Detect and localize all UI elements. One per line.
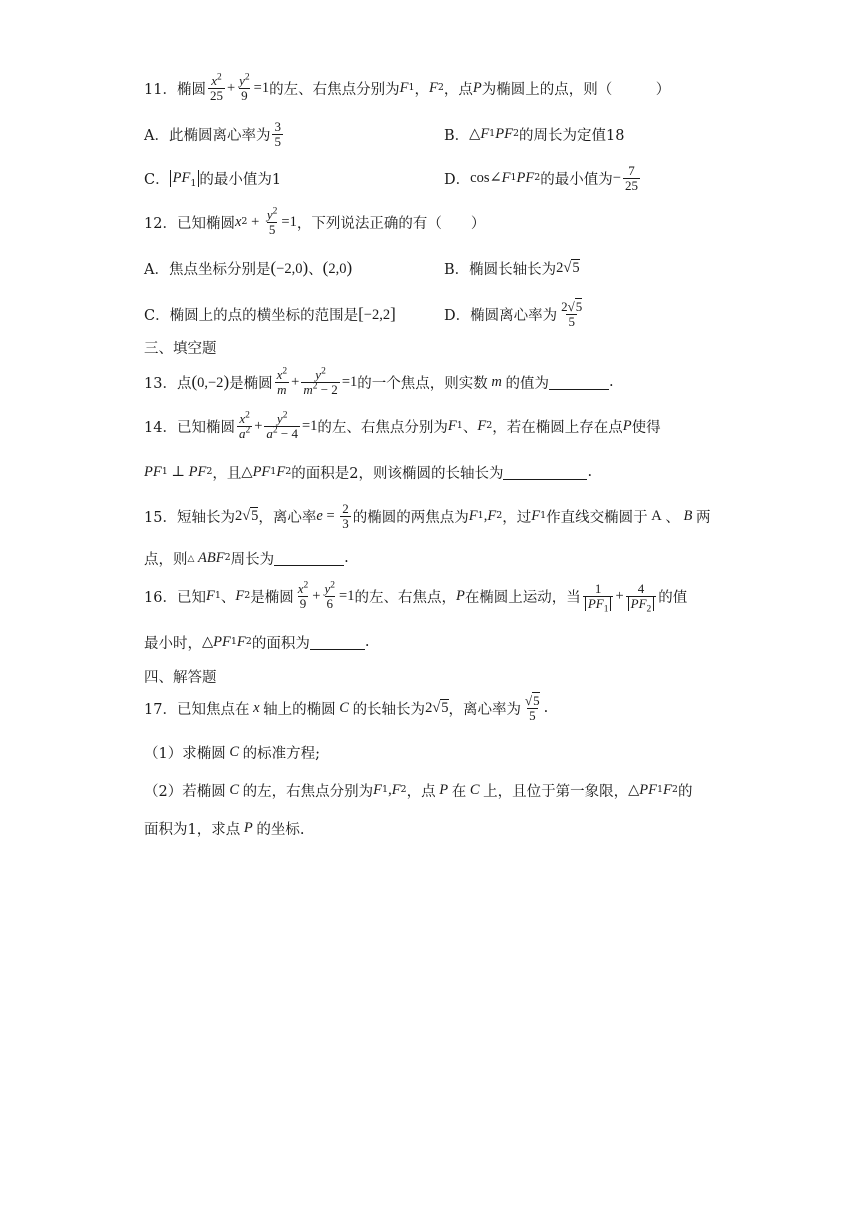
q11-stem: 11． 椭圆 $\frac{x^2}{25}$ + $\frac{y^2}{9}$ =1 的左、右焦点分别为 F 1 ， F 2 ，点 P 为椭圆上的点，则（ ）	[144, 72, 671, 103]
answer-blank	[503, 465, 587, 480]
q12-option-d: D．椭圆离心率为 $\frac{2√5}{5}$	[444, 298, 583, 329]
answer-blank	[310, 635, 365, 650]
q12-option-b: B．椭圆长轴长为 2√5	[444, 259, 580, 278]
answer-blank	[274, 551, 344, 566]
q17-part2-line2: 面积为1，求点 P 的坐标.	[144, 819, 305, 838]
fraction: $\frac{x^2}{25}$	[209, 72, 223, 103]
q17-part1: （1）求椭圆 C 的标准方程;	[144, 743, 321, 762]
q16-line1: 16． 已知 F 1 、 F 2 是椭圆 $\frac{x^2}{9}$ + $\frac{y^2}{6}$ =1 的左、右焦点， P 在椭圆上运动，当 $\frac{1}{PF_1}$ + $\frac{4}{PF_2}$ 的值	[144, 580, 688, 615]
q11-option-a: A．此椭圆离心率为 $\frac{3}{5}$	[144, 118, 281, 149]
q14-line1: 14． 已知椭圆 $\frac{x^2}{a^2}$ + $\frac{y^2}{a^2 - 4}$ =1 的左、右焦点分别为 F 1 、 F 2 ，若在椭圆上存在点 P 使得	[144, 410, 661, 441]
q13: 13． 点 (0,−2) 是椭圆 $\frac{x^2}{m}$ + $\frac{y^2}{m^2 - 2}$ =1 的一个焦点，则实数 m 的值为 .	[144, 366, 614, 397]
q11-option-c: C． $PF_1$ 的最小值为1	[144, 169, 282, 189]
q14-line2: PF 1 ⊥ PF 2 ，且 △ PF 1 F 2 的面积是2，则该椭圆的长轴长为 .	[144, 463, 593, 482]
q15-line1: 15． 短轴长为 2√5 ，离心率 e = $\frac{2}{3}$ 的椭圆的两焦点为 F 1 , F 2 ，过 F 1 作直线交椭圆于 A 、 B 两	[144, 500, 711, 531]
q12-option-c: C．椭圆上的点的横坐标的范围是 [−2,2]	[144, 304, 396, 324]
section-title-fill-in: 三、填空题	[144, 340, 217, 357]
q15-line2: 点，则 △ ABF 2 周长为 .	[144, 549, 349, 568]
q12-option-a: A．焦点坐标分别是 (−2,0) 、 (2,0)	[144, 258, 353, 278]
answer-blank	[549, 375, 609, 390]
fraction: $\frac{y^2}{9}$	[239, 72, 250, 103]
section-title-solutions: 四、解答题	[144, 669, 217, 686]
q12-stem: 12． 已知椭圆 x 2 + $\frac{y^2}{5}$ =1 ，下列说法正确的有（ ）	[144, 206, 486, 237]
q17-stem: 17． 已知焦点在 x 轴上的椭圆 C 的长轴长为 2√5 ，离心率为 $\frac{√5}{5}$ .	[144, 692, 549, 723]
q11-option-d: D． cos∠ F 1 PF 2 的最小值为 − $\frac{7}{25}$	[444, 162, 638, 193]
q17-part2-line1: （2）若椭圆 C 的左，右焦点分别为 F 1 , F 2 ，点 P 在 C 上，且位于第一象限， △ PF 1 F 2 的	[144, 781, 693, 800]
q16-line2: 最小时， △ PF 1 F 2 的面积为 .	[144, 633, 370, 652]
q11-option-b: B． △ F 1 PF 2 的周长为定值18	[444, 125, 625, 144]
